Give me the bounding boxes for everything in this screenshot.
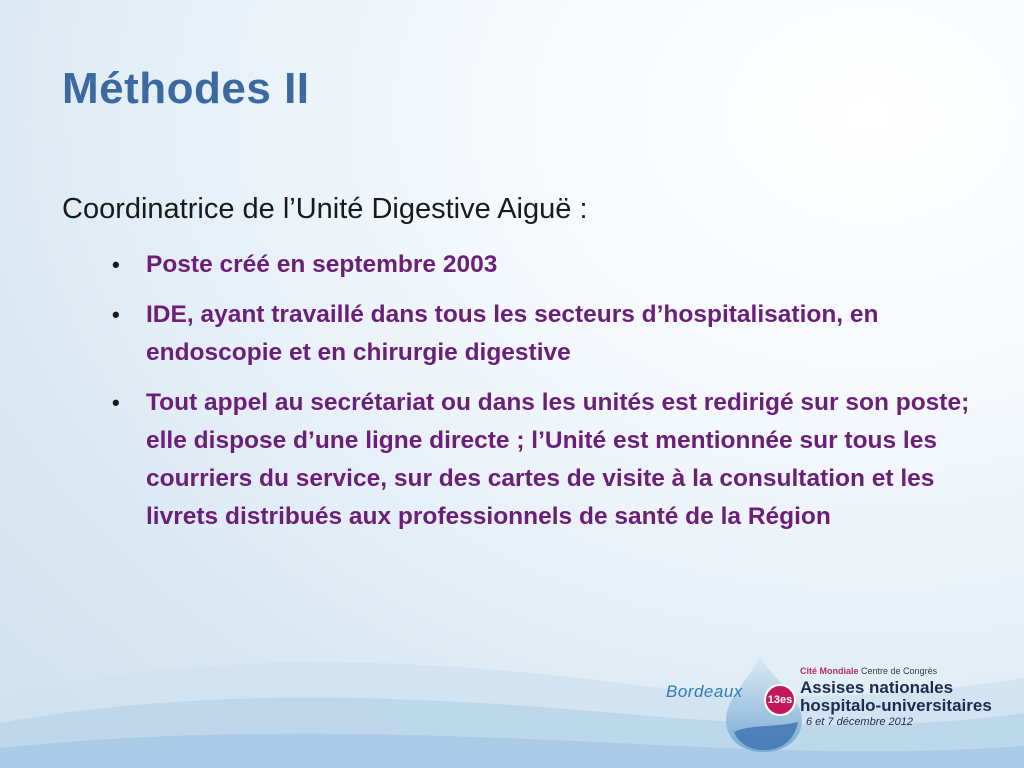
bullet-item: [112, 296, 972, 372]
edition-badge: 13es: [764, 684, 796, 716]
logo-venue-rest: Centre de Congrès: [861, 666, 938, 676]
logo-venue: [800, 666, 937, 676]
logo-dates: 6 et 7 décembre 2012: [806, 716, 914, 728]
bullet-text: Tout appel au secrétariat ou dans les unités est redirigé sur son poste; elle dispose d’une ligne directe ; l’Unité est mentionnée sur tous les courriers du service, sur des cartes de visite à la consultation et les livrets distribués aux professionnels de santé de la Région: [146, 389, 970, 530]
bullet-dot-icon: •: [112, 302, 120, 327]
bullet-dot-icon: •: [112, 390, 120, 415]
logo-line-1: Assises nationales: [800, 678, 954, 697]
bullet-item: [112, 246, 972, 284]
bullet-text: Poste créé en septembre 2003: [146, 251, 498, 278]
bullet-dot-icon: •: [112, 252, 120, 277]
slide-title: Méthodes II: [62, 64, 310, 113]
intro-text: Coordinatrice de l’Unité Digestive Aiguë :: [62, 193, 588, 225]
logo-city: Bordeaux: [666, 682, 743, 701]
logo-venue-name: Cité Mondiale: [800, 666, 859, 676]
bullet-item: [112, 384, 972, 536]
bullet-list: [112, 246, 972, 548]
event-logo: [660, 640, 1010, 768]
bullet-text: IDE, ayant travaillé dans tous les secteurs d’hospitalisation, en endoscopie et en chirurgie digestive: [146, 301, 879, 366]
logo-line-2: hospitalo-universitaires: [800, 696, 992, 715]
